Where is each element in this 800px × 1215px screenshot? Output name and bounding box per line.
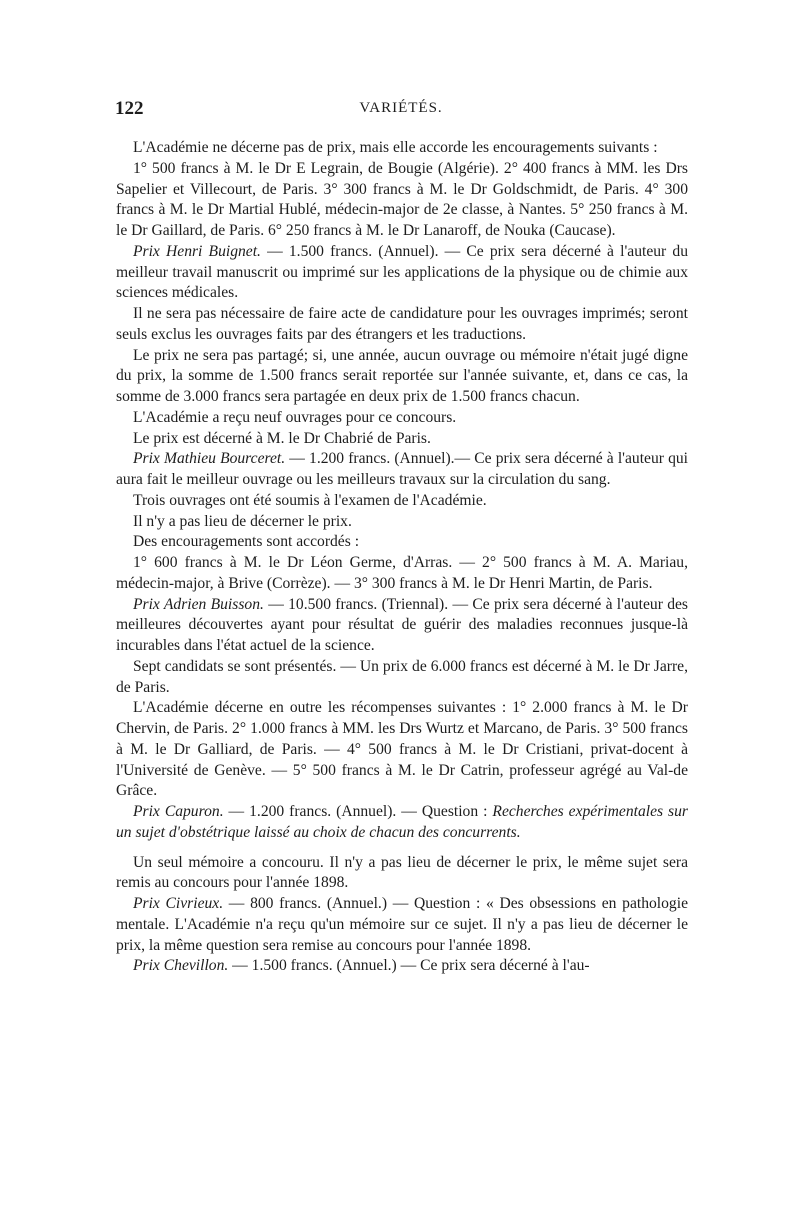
- italic-run: Prix Capuron.: [133, 803, 224, 820]
- paragraph-p14: [116, 657, 688, 699]
- italic-run: Prix Civrieux.: [133, 895, 224, 912]
- paragraph-p4: [116, 304, 688, 346]
- text-run: Il n'y a pas lieu de décerner le prix.: [133, 512, 352, 530]
- italic-run: Prix Mathieu Bourceret.: [133, 450, 286, 468]
- running-head: VARIÉTÉS.: [359, 100, 443, 116]
- text-run: 1° 500 francs à M. le Dr E Legrain, de Bougie (Algérie). 2° 400 francs à MM. les Drs Sapelier et Villecourt, de Paris. 3° 300 francs à M. le Dr Goldschmidt, de Paris. 4° 300 francs à M. le Dr Martial Hublé, médecin-major de 2e classe, à Nantes. 5° 250 francs à M. le Dr Gaillard, de Paris. 6° 250 francs à M. le Dr Lanaroff, de Nouka (Caucase).: [116, 159, 688, 239]
- text-run: Il ne sera pas nécessaire de faire acte de candidature pour les ouvrages imprimés; seront seuls exclus les ouvrages faits par des étrangers et les traductions.: [116, 305, 688, 343]
- paragraph-p13: [116, 595, 688, 657]
- text-run: Un seul mémoire a concouru. Il n'y a pas lieu de décerner le prix, le même sujet sera remis au concours pour l'année 1898.: [116, 853, 688, 892]
- text-run: — 1.200 francs. (Annuel). — Question :: [223, 803, 493, 820]
- text-run: — 1.500 francs. (Annuel.) — Ce prix sera décerné à l'au-: [228, 957, 590, 975]
- text-run: Le prix ne sera pas partagé; si, une année, aucun ouvrage ou mémoire n'était jugé digne du prix, la somme de 1.500 francs serait reportée sur l'année suivante, et, dans ce cas, la somme de 3.000 francs sera partagée en deux prix de 1.500 francs chacun.: [116, 346, 688, 405]
- paragraph-p16: [116, 802, 688, 844]
- paragraph-p19: [116, 956, 688, 977]
- italic-run: Recherches expérimentales sur un sujet d'obstétrique laissé au choix de chacun des concurrents.: [116, 803, 688, 841]
- page-number: 122: [115, 98, 144, 119]
- text-run: Le prix est décerné à M. le Dr Chabrié de Paris.: [133, 429, 431, 447]
- text-run: — 1.200 francs. (Annuel).— Ce prix sera décerné à l'auteur qui aura fait le meilleur ouvrage ou les meilleurs travaux sur la circulation du sang.: [116, 450, 688, 488]
- text-run: Trois ouvrages ont été soumis à l'examen de l'Académie.: [133, 491, 487, 509]
- paragraph-p18: [116, 894, 688, 956]
- page-header: [115, 98, 687, 126]
- paragraph-p11: [116, 532, 688, 553]
- paragraph-p7: [116, 429, 688, 450]
- italic-run: Prix Henri Buignet.: [133, 242, 261, 260]
- paragraph-p8: [116, 449, 688, 491]
- text-run: L'Académie a reçu neuf ouvrages pour ce concours.: [133, 408, 457, 426]
- text-run: — 10.500 francs. (Triennal). — Ce prix sera décerné à l'auteur des meilleures découvertes ayant pour résultat de guérir des maladies reconnues jusque-là incurables dans l'état actuel de la science.: [116, 595, 688, 654]
- text-run: Sept candidats se sont présentés. — Un prix de 6.000 francs est décerné à M. le Dr Jarre, de Paris.: [116, 657, 688, 696]
- paragraph-p3: [116, 242, 688, 304]
- paragraph-p1: [116, 138, 688, 159]
- paragraph-p17: [116, 853, 688, 895]
- paragraph-p15: [116, 698, 688, 802]
- paragraph-p9: [116, 491, 688, 512]
- text-run: Des encouragements sont accordés :: [133, 533, 360, 551]
- italic-run: Prix Adrien Buisson.: [133, 595, 264, 613]
- text-run: — 800 francs. (Annuel.) — Question : « Des obsessions en pathologie mentale. L'Académie n'a reçu qu'un mémoire sur ce sujet. Il n'y a pas lieu de décerner le prix, la même question sera remise au concours pour l'année 1898.: [116, 895, 688, 954]
- paragraph-p10: [116, 512, 688, 533]
- paragraph-p5: [116, 346, 688, 408]
- italic-run: Prix Chevillon.: [133, 957, 229, 975]
- paragraph-p2: [116, 159, 688, 242]
- body-text: [116, 138, 688, 977]
- text-run: L'Académie décerne en outre les récompenses suivantes : 1° 2.000 francs à M. le Dr Chervin, de Paris. 2° 1.000 francs à MM. les Drs Wurtz et Marcano, de Paris. 3° 500 francs à M. le Dr Galliard, de Paris. — 4° 500 francs à M. le Dr Cristiani, privat-docent à l'Université de Genève. — 5° 500 francs à M. le Dr Catrin, professeur agrégé au Val-de Grâce.: [116, 699, 688, 800]
- paragraph-p6: [116, 408, 688, 429]
- text-run: L'Académie ne décerne pas de prix, mais elle accorde les encouragements suivants :: [133, 139, 658, 156]
- text-run: 1° 600 francs à M. le Dr Léon Germe, d'Arras. — 2° 500 francs à M. A. Mariau, médecin-major, à Brive (Corrèze). — 3° 300 francs à M. le Dr Henri Martin, de Paris.: [116, 554, 688, 592]
- paragraph-p12: [116, 553, 688, 595]
- text-run: — 1.500 francs. (Annuel). — Ce prix sera décerné à l'auteur du meilleur travail manuscrit ou imprimé sur les applications de la physique ou de chimie aux sciences médicales.: [116, 242, 688, 302]
